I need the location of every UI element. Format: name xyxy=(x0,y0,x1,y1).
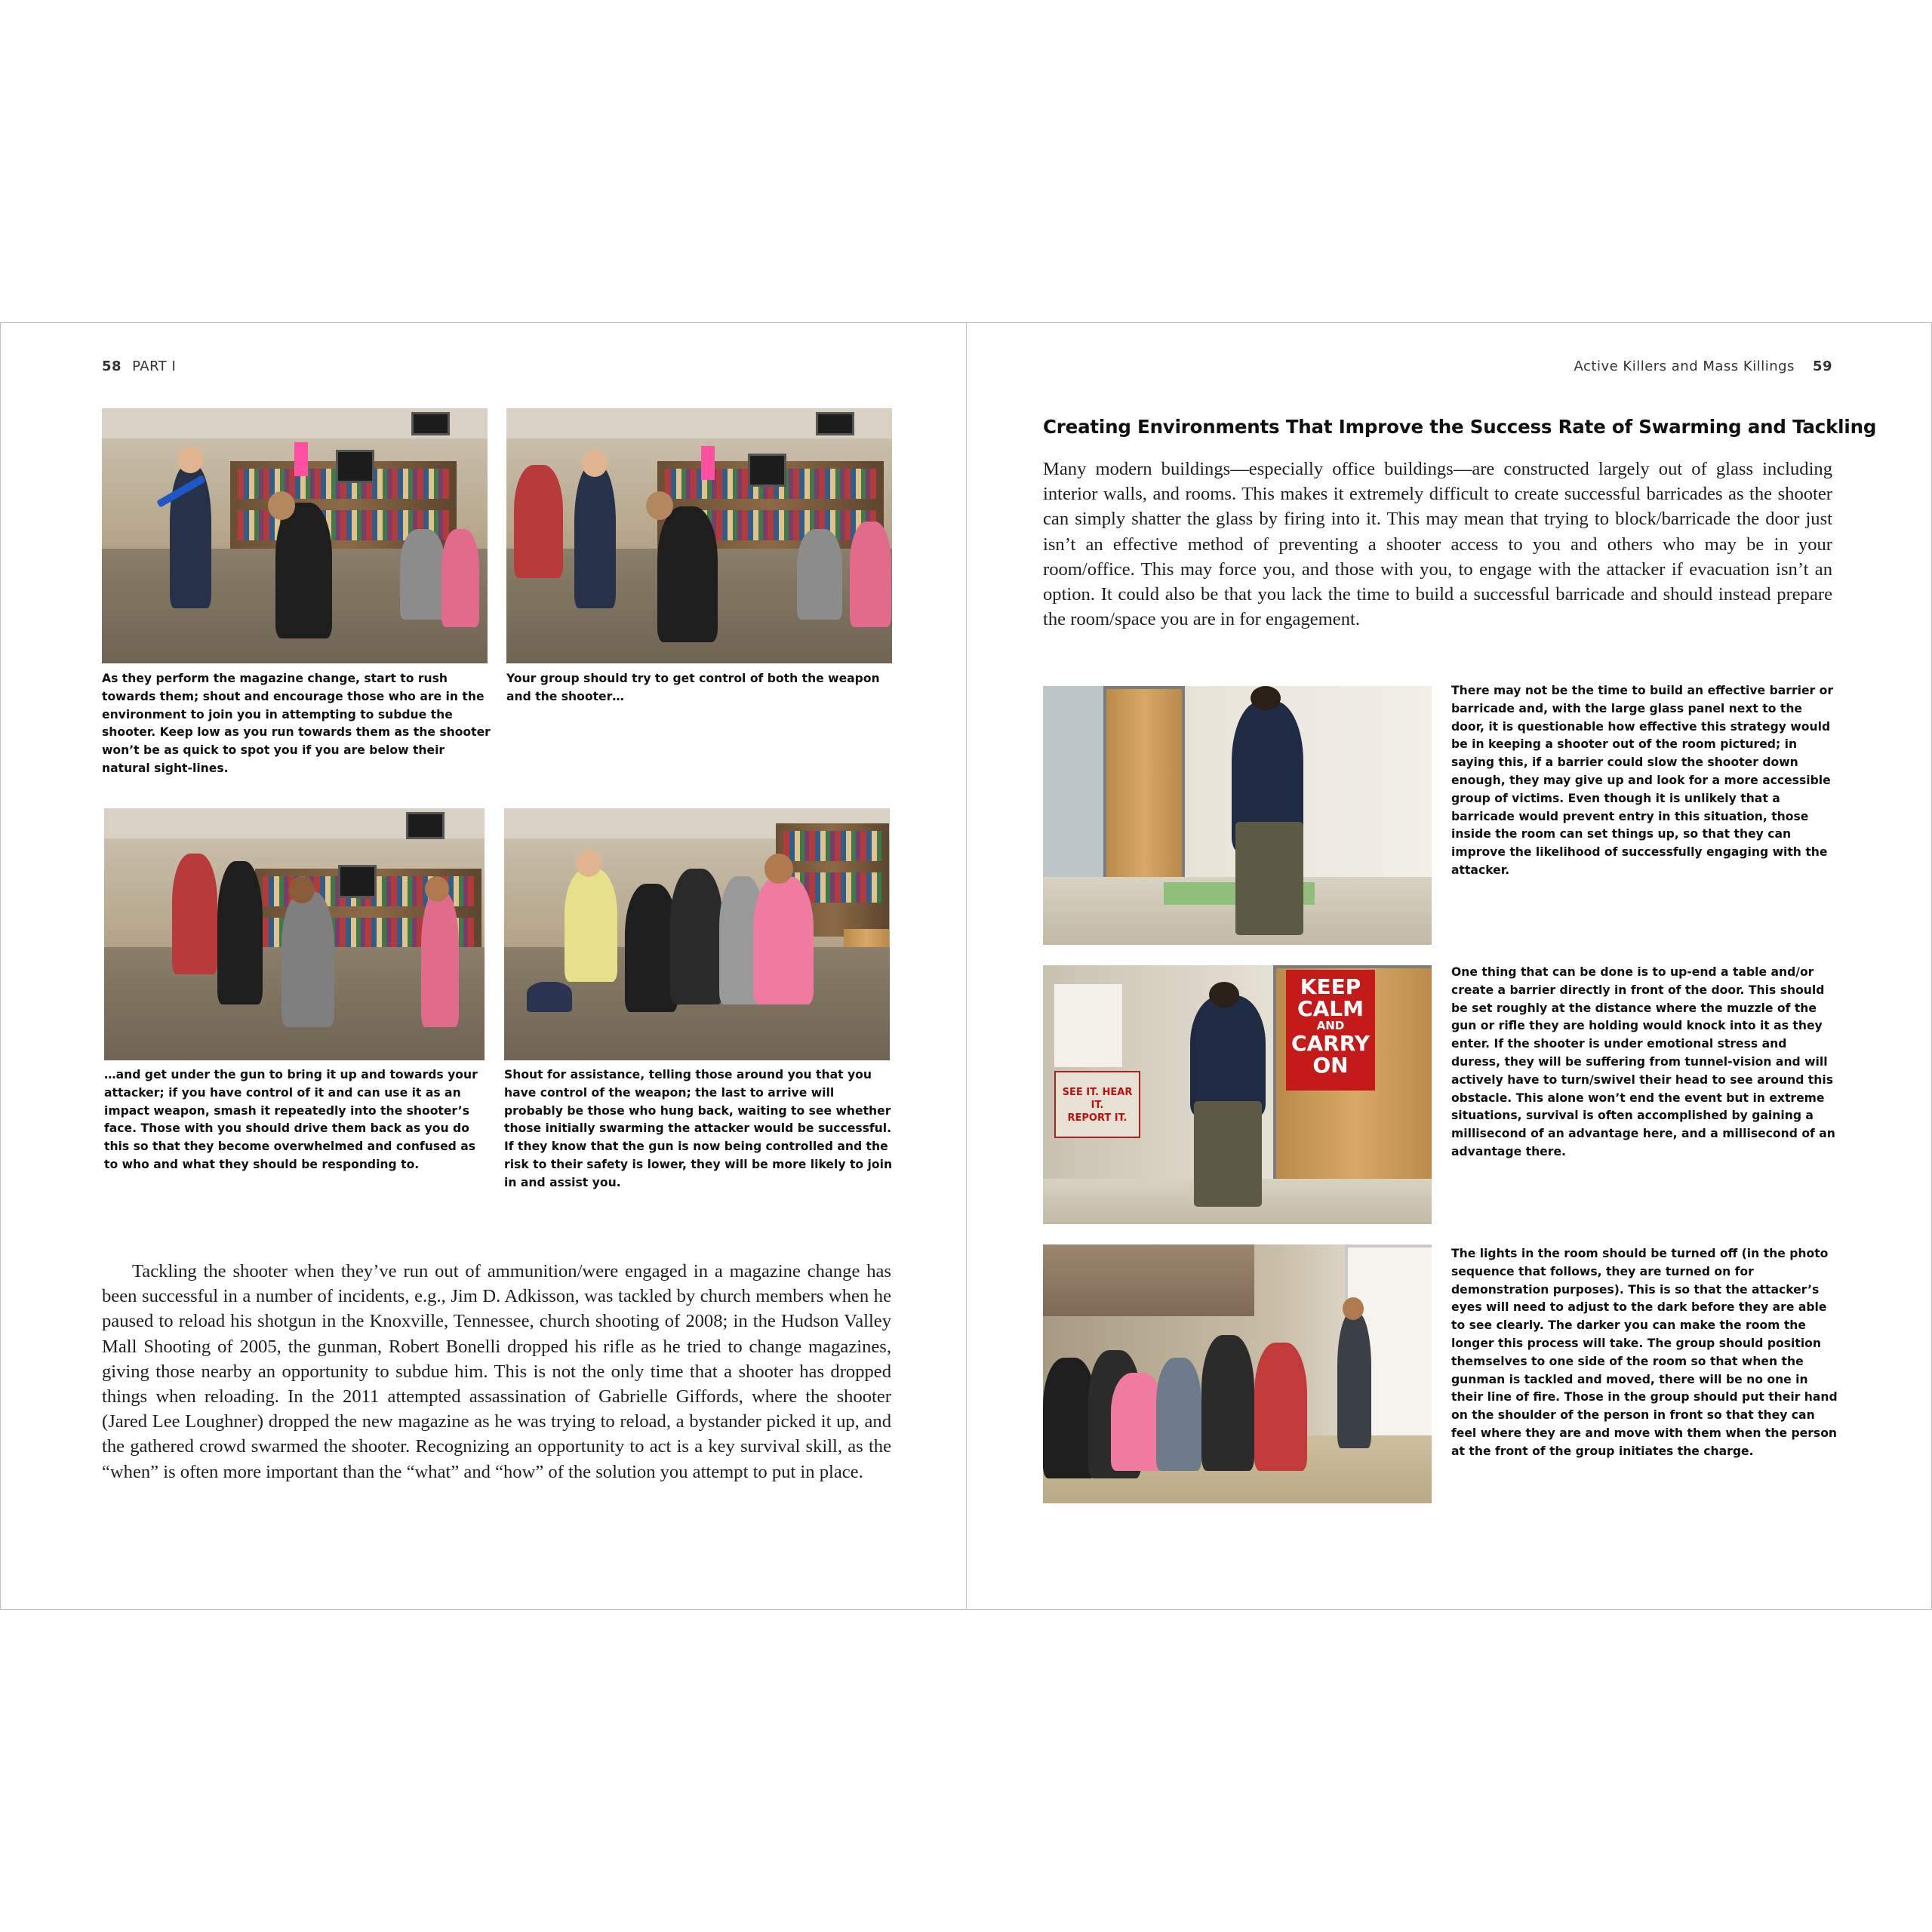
see-it-line-2: REPORT IT. xyxy=(1067,1112,1128,1124)
photo-control-weapon xyxy=(506,408,892,663)
poster-line-4: CARRY xyxy=(1291,1030,1371,1056)
poster-line-3: AND xyxy=(1316,1018,1345,1032)
right-running-title: Active Killers and Mass Killings xyxy=(1574,358,1795,374)
poster-line-1: KEEP xyxy=(1300,974,1361,999)
photo-keep-calm-door xyxy=(1043,965,1432,1224)
book-spread xyxy=(0,322,1932,1610)
poster-line-2: CALM xyxy=(1297,996,1364,1022)
caption-rush: As they perform the magazine change, start to rush towards them; shout and encourage those who are in the environment to join you in attempting to subdue the shooter. Keep low as you run towards them as the shooter won’t be as quick to spot you if you are below their natural sight-lines. xyxy=(102,672,491,775)
photo-doorway-glass xyxy=(1043,686,1432,945)
poster-line-5: ON xyxy=(1312,1052,1349,1078)
left-page xyxy=(1,323,966,1609)
right-running-head xyxy=(1574,358,1833,374)
caption-lights-off: The lights in the room should be turned off (in the photo sequence that follows, they are turned on for demonstration purposes). This is so that the attacker’s eyes will need to adjust to the dark before they are able to see clearly. The darker you can make the room the longer this process will take. The group should position themselves to one side of the room so that when the gunman is tackled and moved, there will be no one in their line of fire. Those in the group should put their hand on the shoulder of the person in front so that they can feel where they are and move with them when the person at the front of the group initiates the charge. xyxy=(1451,1247,1838,1458)
caption-shout: Shout for assistance, telling those around you that you have control of the weapon; the last to arrive will probably be those who hung back, waiting to see whether those initially swarming the attacker would be successful. If they know that the gun is now being controlled and the risk to their safety is lower, they will be more likely to join in and assist you. xyxy=(504,1068,893,1189)
right-page xyxy=(967,323,1932,1609)
caption-up-end-table: One thing that can be done is to up-end a table and/or create a barrier directly in front of the door. This should be set roughly at the distance where the muzzle of the gun or rifle they are holding would knock into it as they enter. If the shooter is under emotional stress and duress, they will be suffering from tunnel-vision and will actively have to turn/swivel their head to see around this obstacle. This alone won’t end the event but in extreme situations, survival is often accomplished by gaining a millisecond of an advantage here, and a millisecond of an advantage there. xyxy=(1451,965,1835,1158)
left-body-paragraph: Tackling the shooter when they’ve run out of ammunition/were engaged in a magazine change has been successful in a number of incidents, e.g., Jim D. Adkisson, was tackled by church members when he paused to reload his shotgun in the Knoxville, Tennessee, church shooting of 2008; in the Hudson Valley Mall Shooting of 2005, the gunman, Robert Bonelli dropped his rifle as he tried to change magazines, giving those nearby an opportunity to subdue him. This is not the only time that a shooter has dropped things when reloading. In the 2011 attempted assassination of Gabrielle Giffords, where the shooter (Jared Lee Loughner) dropped the new magazine as he was trying to reload, a bystander picked it up, and the gathered crowd swarmed the shooter. Recognizing an opportunity to act is a key survival skill, as the “when” is often more important than the “what” and “how” of the solution you attempt to put in place. xyxy=(102,1261,891,1482)
caption-gun-up: …and get under the gun to bring it up and towards your attacker; if you have control of it and can use it as an impact weapon, smash it repeatedly into the shooter’s face. Those with you should drive them back as you do this so that they become overwhelmed and confused as to who and what they should be responding to. xyxy=(104,1068,478,1171)
photo-swarm xyxy=(504,808,890,1060)
photo-rush-shooter xyxy=(102,408,488,663)
left-page-number: 58 xyxy=(102,358,122,374)
see-it-sign xyxy=(1054,1071,1140,1138)
photo-gun-up xyxy=(104,808,485,1060)
left-section-label: PART I xyxy=(132,358,177,374)
keep-calm-poster xyxy=(1286,970,1375,1091)
right-intro-paragraph: Many modern buildings—especially office buildings—are constructed largely out of glass including interior walls, and rooms. This makes it extremely difficult to create successful barricades as the shooter can simply shatter the glass by firing into it. This may mean that trying to block/barricade the door just isn’t an effective method of preventing a shooter access to you and others who may be in your room/office. This may force you, and those with you, to engage with the attacker if evacuation isn’t an option. It could also be that you lack the time to build a successful barricade and should instead prepare the room/space you are in for engagement. xyxy=(1043,459,1832,630)
photo-group-corner xyxy=(1043,1244,1432,1503)
caption-no-time-barricade: There may not be the time to build an effective barrier or barricade and, with the large glass panel next to the door, it is questionable how effective this strategy would be in keeping a shooter out of the room pictured; in saying this, if a barrier could slow the shooter down enough, they may give up and look for a more accessible group of victims. Even though it is unlikely that a barricade would prevent entry in this situation, those inside the room can set things up, so that they can improve the likelihood of successfully engaging with the attacker. xyxy=(1451,684,1834,877)
left-body-text xyxy=(102,1259,891,1484)
section-heading: Creating Environments That Improve the Success Rate of Swarming and Tackling xyxy=(1043,416,1877,438)
right-page-number: 59 xyxy=(1812,358,1832,374)
left-running-head xyxy=(102,358,176,374)
right-intro-text xyxy=(1043,457,1832,632)
caption-control: Your group should try to get control of both the weapon and the shooter… xyxy=(506,672,880,703)
see-it-line-1: SEE IT. HEAR IT. xyxy=(1062,1087,1133,1111)
